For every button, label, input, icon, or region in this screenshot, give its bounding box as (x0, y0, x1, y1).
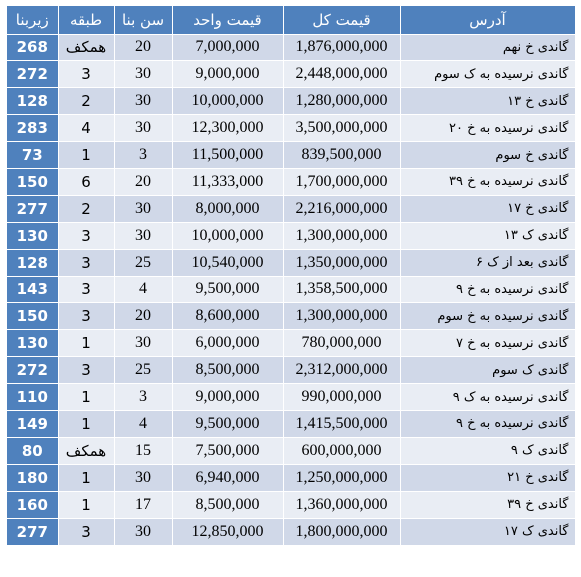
cell-address: گاندی خ نهم (400, 34, 575, 61)
table-row (7, 142, 575, 169)
cell-floor: همکف (58, 437, 114, 464)
cell-total-price: 990,000,000 (283, 384, 400, 411)
cell-area: 128 (7, 88, 58, 115)
cell-total-price: 1,800,000,000 (283, 518, 400, 545)
table-row (7, 222, 575, 249)
cell-total-price: 1,360,000,000 (283, 491, 400, 518)
cell-floor: 3 (58, 61, 114, 88)
cell-total-price: 2,216,000,000 (283, 195, 400, 222)
cell-unit-price: 11,333,000 (172, 168, 283, 195)
cell-unit-price: 12,300,000 (172, 115, 283, 142)
cell-total-price: 1,358,500,000 (283, 276, 400, 303)
cell-area: 150 (7, 168, 58, 195)
table-row (7, 276, 575, 303)
cell-unit-price: 6,000,000 (172, 330, 283, 357)
cell-floor: 3 (58, 357, 114, 384)
table-row (7, 518, 575, 545)
cell-unit-price: 11,500,000 (172, 142, 283, 169)
cell-address: گاندی خ ۱۷ (400, 195, 575, 222)
cell-age: 30 (114, 115, 172, 142)
cell-total-price: 2,312,000,000 (283, 357, 400, 384)
cell-floor: 6 (58, 168, 114, 195)
cell-age: 3 (114, 142, 172, 169)
cell-floor: 1 (58, 142, 114, 169)
cell-unit-price: 8,000,000 (172, 195, 283, 222)
cell-area: 143 (7, 276, 58, 303)
cell-total-price: 1,700,000,000 (283, 168, 400, 195)
cell-address: گاندی ک ۱۷ (400, 518, 575, 545)
cell-unit-price: 9,500,000 (172, 410, 283, 437)
cell-floor: 3 (58, 303, 114, 330)
cell-floor: 3 (58, 249, 114, 276)
table-row (7, 464, 575, 491)
cell-total-price: 1,876,000,000 (283, 34, 400, 61)
table-row (7, 491, 575, 518)
cell-age: 30 (114, 330, 172, 357)
cell-address: گاندی بعد از ک ۶ (400, 249, 575, 276)
cell-total-price: 1,250,000,000 (283, 464, 400, 491)
cell-total-price: 1,300,000,000 (283, 303, 400, 330)
cell-age: 3 (114, 384, 172, 411)
cell-area: 268 (7, 34, 58, 61)
table-row (7, 195, 575, 222)
header-unit-price: قیمت واحد (172, 6, 283, 34)
table-row (7, 168, 575, 195)
cell-address: گاندی نرسیده به خ ۷ (400, 330, 575, 357)
cell-age: 20 (114, 303, 172, 330)
header-floor: طبقه (58, 6, 114, 34)
table-row (7, 115, 575, 142)
cell-age: 20 (114, 168, 172, 195)
cell-area: 277 (7, 195, 58, 222)
cell-unit-price: 7,000,000 (172, 34, 283, 61)
cell-area: 130 (7, 222, 58, 249)
cell-address: گاندی نرسیده به خ ۳۹ (400, 168, 575, 195)
cell-area: 272 (7, 357, 58, 384)
cell-total-price: 1,415,500,000 (283, 410, 400, 437)
cell-age: 15 (114, 437, 172, 464)
cell-address: گاندی ک ۹ (400, 437, 575, 464)
cell-area: 149 (7, 410, 58, 437)
cell-area: 110 (7, 384, 58, 411)
cell-unit-price: 6,940,000 (172, 464, 283, 491)
cell-area: 180 (7, 464, 58, 491)
header-address: آدرس (400, 6, 575, 34)
cell-unit-price: 7,500,000 (172, 437, 283, 464)
table-row (7, 88, 575, 115)
header-age: سن بنا (114, 6, 172, 34)
cell-floor: 1 (58, 464, 114, 491)
cell-floor: 4 (58, 115, 114, 142)
table-row (7, 61, 575, 88)
table-row (7, 410, 575, 437)
cell-age: 17 (114, 491, 172, 518)
cell-age: 30 (114, 464, 172, 491)
cell-total-price: 3,500,000,000 (283, 115, 400, 142)
table-row (7, 249, 575, 276)
cell-age: 30 (114, 518, 172, 545)
property-listing-table (7, 6, 576, 545)
cell-floor: 3 (58, 518, 114, 545)
table-body (7, 34, 575, 545)
cell-address: گاندی نرسیده به ک ۹ (400, 384, 575, 411)
cell-address: گاندی خ ۱۳ (400, 88, 575, 115)
cell-area: 130 (7, 330, 58, 357)
cell-unit-price: 8,500,000 (172, 357, 283, 384)
cell-area: 80 (7, 437, 58, 464)
cell-total-price: 780,000,000 (283, 330, 400, 357)
cell-address: گاندی نرسیده به ک سوم (400, 61, 575, 88)
header-area: زیربنا (7, 6, 58, 34)
cell-floor: همکف (58, 34, 114, 61)
table-row (7, 357, 575, 384)
cell-area: 272 (7, 61, 58, 88)
cell-age: 25 (114, 249, 172, 276)
cell-age: 25 (114, 357, 172, 384)
cell-unit-price: 10,540,000 (172, 249, 283, 276)
listing-table-frame (7, 6, 575, 571)
cell-total-price: 1,280,000,000 (283, 88, 400, 115)
cell-age: 30 (114, 88, 172, 115)
table-row (7, 34, 575, 61)
cell-address: گاندی خ ۳۹ (400, 491, 575, 518)
cell-floor: 1 (58, 491, 114, 518)
cell-age: 4 (114, 410, 172, 437)
cell-area: 283 (7, 115, 58, 142)
cell-unit-price: 9,000,000 (172, 61, 283, 88)
cell-floor: 3 (58, 276, 114, 303)
cell-address: گاندی ک سوم (400, 357, 575, 384)
cell-address: گاندی نرسیده به خ ۹ (400, 276, 575, 303)
cell-unit-price: 10,000,000 (172, 222, 283, 249)
cell-unit-price: 9,000,000 (172, 384, 283, 411)
cell-floor: 1 (58, 330, 114, 357)
cell-address: گاندی ک ۱۳ (400, 222, 575, 249)
cell-total-price: 1,300,000,000 (283, 222, 400, 249)
table-header-row (7, 6, 575, 34)
table-row (7, 384, 575, 411)
cell-age: 30 (114, 195, 172, 222)
cell-age: 30 (114, 61, 172, 88)
cell-area: 277 (7, 518, 58, 545)
cell-unit-price: 8,600,000 (172, 303, 283, 330)
header-total-price: قیمت کل (283, 6, 400, 34)
cell-unit-price: 9,500,000 (172, 276, 283, 303)
cell-address: گاندی خ ۲۱ (400, 464, 575, 491)
cell-total-price: 2,448,000,000 (283, 61, 400, 88)
cell-area: 150 (7, 303, 58, 330)
cell-area: 128 (7, 249, 58, 276)
cell-floor: 2 (58, 195, 114, 222)
table-row (7, 330, 575, 357)
cell-address: گاندی نرسیده به خ سوم (400, 303, 575, 330)
cell-unit-price: 8,500,000 (172, 491, 283, 518)
cell-age: 30 (114, 222, 172, 249)
table-row (7, 437, 575, 464)
cell-age: 4 (114, 276, 172, 303)
cell-total-price: 1,350,000,000 (283, 249, 400, 276)
cell-unit-price: 12,850,000 (172, 518, 283, 545)
cell-address: گاندی نرسیده به خ ۹ (400, 410, 575, 437)
cell-area: 160 (7, 491, 58, 518)
cell-address: گاندی نرسیده به خ ۲۰ (400, 115, 575, 142)
cell-unit-price: 10,000,000 (172, 88, 283, 115)
cell-floor: 2 (58, 88, 114, 115)
cell-floor: 3 (58, 222, 114, 249)
cell-total-price: 839,500,000 (283, 142, 400, 169)
cell-total-price: 600,000,000 (283, 437, 400, 464)
cell-floor: 1 (58, 410, 114, 437)
cell-area: 73 (7, 142, 58, 169)
cell-floor: 1 (58, 384, 114, 411)
cell-address: گاندی خ سوم (400, 142, 575, 169)
table-row (7, 303, 575, 330)
cell-age: 20 (114, 34, 172, 61)
